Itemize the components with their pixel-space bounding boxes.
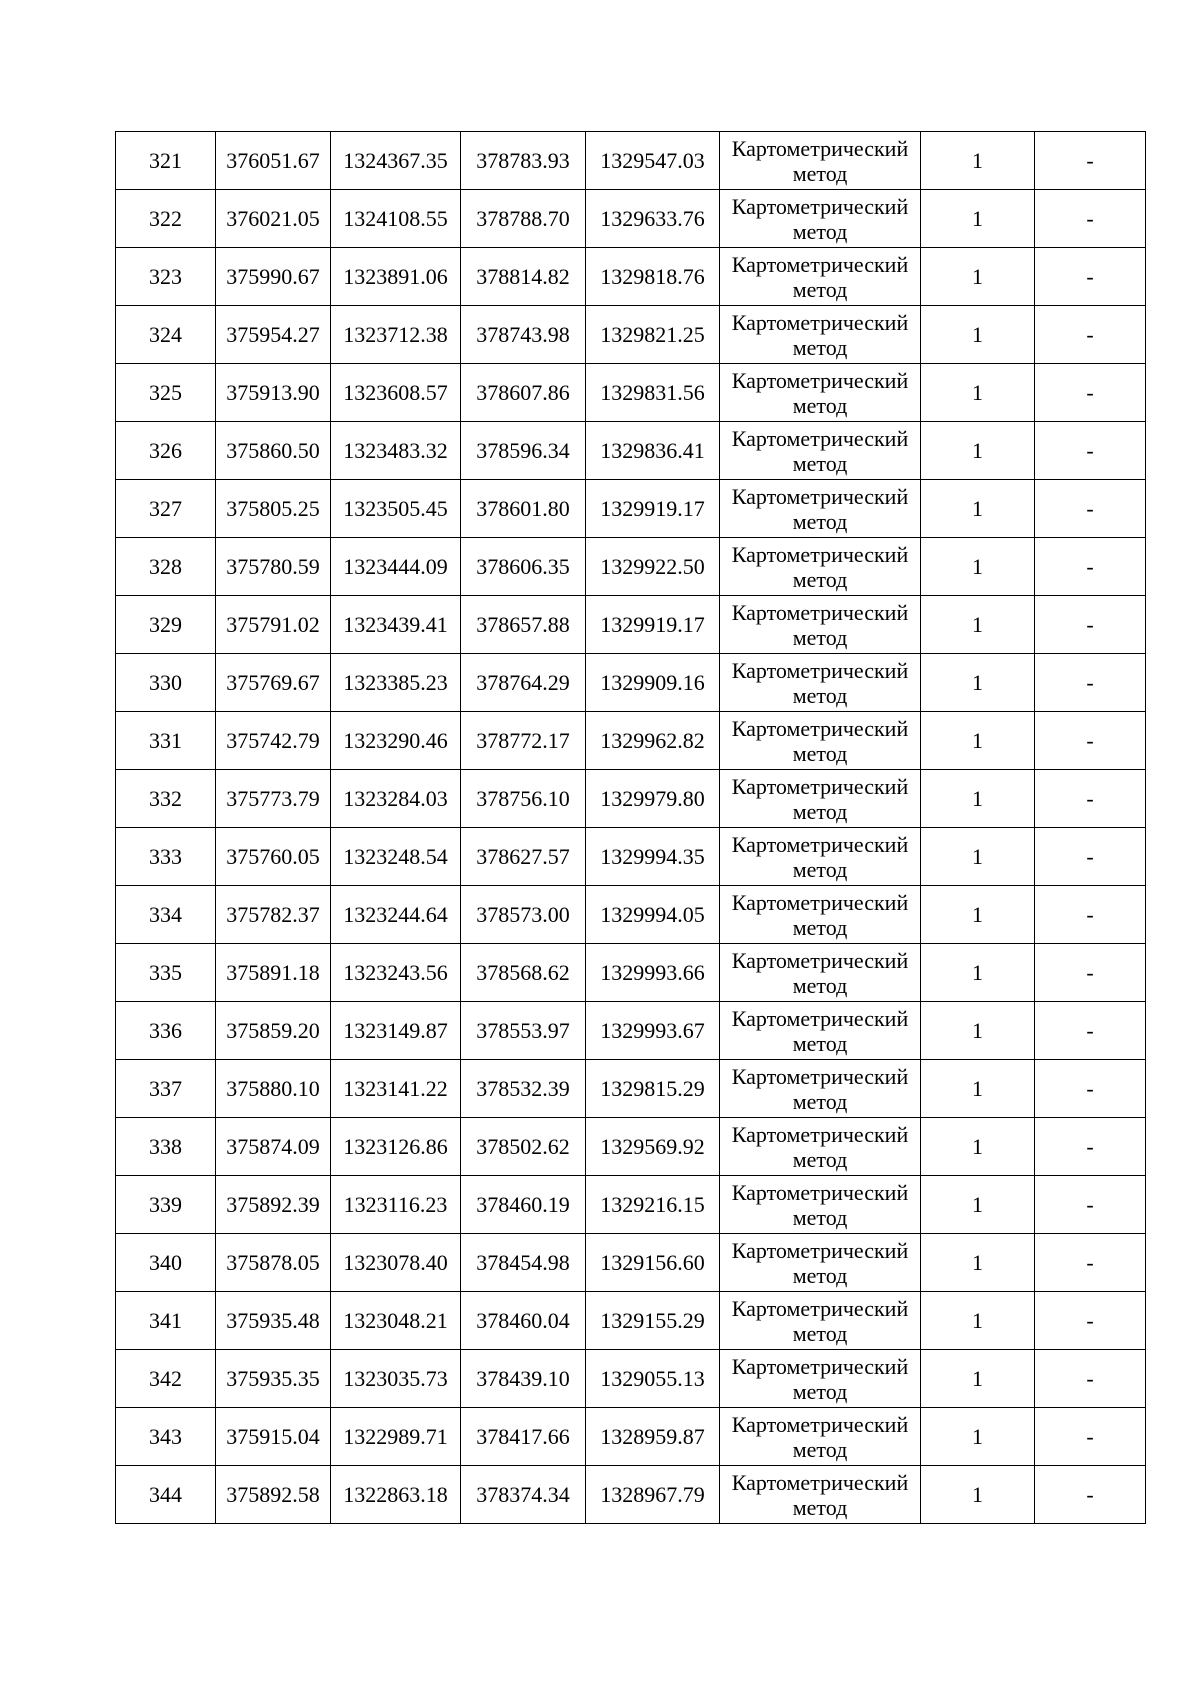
y-coordinate-cell: 1323483.32 <box>331 422 461 480</box>
point-number-cell: 343 <box>116 1408 216 1466</box>
accuracy-cell: 1 <box>921 770 1035 828</box>
method-text-line: метод <box>792 1320 848 1346</box>
x-coordinate-cell: 378756.10 <box>461 770 586 828</box>
point-number-cell: 338 <box>116 1118 216 1176</box>
x-coordinate-cell: 378532.39 <box>461 1060 586 1118</box>
x-coordinate-cell: 375935.48 <box>216 1292 331 1350</box>
x-coordinate-cell: 375990.67 <box>216 248 331 306</box>
x-coordinate-cell: 378417.66 <box>461 1408 586 1466</box>
y-coordinate-cell: 1323048.21 <box>331 1292 461 1350</box>
x-coordinate-cell: 375880.10 <box>216 1060 331 1118</box>
method-text-line: метод <box>792 1262 848 1288</box>
y-coordinate-cell: 1329569.92 <box>586 1118 720 1176</box>
point-number-cell: 329 <box>116 596 216 654</box>
accuracy-cell: 1 <box>921 1234 1035 1292</box>
x-coordinate-cell: 375935.35 <box>216 1350 331 1408</box>
note-cell: - <box>1035 480 1146 538</box>
x-coordinate-cell: 375859.20 <box>216 1002 331 1060</box>
point-number-cell: 341 <box>116 1292 216 1350</box>
method-text-line: метод <box>792 334 848 360</box>
method-text-line: Картометрический <box>731 367 909 393</box>
method-cell <box>720 480 921 538</box>
y-coordinate-cell: 1329979.80 <box>586 770 720 828</box>
y-coordinate-cell: 1329155.29 <box>586 1292 720 1350</box>
y-coordinate-cell: 1323243.56 <box>331 944 461 1002</box>
note-cell: - <box>1035 422 1146 480</box>
note-cell: - <box>1035 132 1146 190</box>
method-text-line: Картометрический <box>731 425 909 451</box>
method-cell <box>720 828 921 886</box>
x-coordinate-cell: 375892.39 <box>216 1176 331 1234</box>
x-coordinate-cell: 375773.79 <box>216 770 331 828</box>
y-coordinate-cell: 1329994.05 <box>586 886 720 944</box>
y-coordinate-cell: 1323284.03 <box>331 770 461 828</box>
table-row <box>116 944 1146 1002</box>
table-body <box>116 132 1146 1524</box>
y-coordinate-cell: 1323290.46 <box>331 712 461 770</box>
point-number-cell: 321 <box>116 132 216 190</box>
x-coordinate-cell: 375742.79 <box>216 712 331 770</box>
y-coordinate-cell: 1329818.76 <box>586 248 720 306</box>
point-number-cell: 336 <box>116 1002 216 1060</box>
y-coordinate-cell: 1323608.57 <box>331 364 461 422</box>
y-coordinate-cell: 1329815.29 <box>586 1060 720 1118</box>
method-text-line: Картометрический <box>731 599 909 625</box>
y-coordinate-cell: 1329919.17 <box>586 480 720 538</box>
x-coordinate-cell: 378788.70 <box>461 190 586 248</box>
method-text-line: Картометрический <box>731 889 909 915</box>
method-text-line: Картометрический <box>731 1121 909 1147</box>
note-cell: - <box>1035 1060 1146 1118</box>
method-cell <box>720 1292 921 1350</box>
method-text-line: метод <box>792 682 848 708</box>
point-number-cell: 323 <box>116 248 216 306</box>
y-coordinate-cell: 1329909.16 <box>586 654 720 712</box>
method-text-line: метод <box>792 798 848 824</box>
table-row <box>116 1176 1146 1234</box>
table-row <box>116 190 1146 248</box>
x-coordinate-cell: 378601.80 <box>461 480 586 538</box>
x-coordinate-cell: 375915.04 <box>216 1408 331 1466</box>
y-coordinate-cell: 1323078.40 <box>331 1234 461 1292</box>
method-cell <box>720 886 921 944</box>
method-text-line: метод <box>792 1494 848 1520</box>
accuracy-cell: 1 <box>921 1466 1035 1524</box>
method-cell <box>720 1060 921 1118</box>
x-coordinate-cell: 378783.93 <box>461 132 586 190</box>
x-coordinate-cell: 376051.67 <box>216 132 331 190</box>
table-row <box>116 1466 1146 1524</box>
method-text-line: Картометрический <box>731 193 909 219</box>
y-coordinate-cell: 1329821.25 <box>586 306 720 364</box>
point-number-cell: 324 <box>116 306 216 364</box>
y-coordinate-cell: 1324108.55 <box>331 190 461 248</box>
note-cell: - <box>1035 364 1146 422</box>
method-cell <box>720 422 921 480</box>
method-text-line: метод <box>792 1204 848 1230</box>
y-coordinate-cell: 1329993.67 <box>586 1002 720 1060</box>
accuracy-cell: 1 <box>921 1118 1035 1176</box>
note-cell: - <box>1035 712 1146 770</box>
y-coordinate-cell: 1329156.60 <box>586 1234 720 1292</box>
accuracy-cell: 1 <box>921 190 1035 248</box>
accuracy-cell: 1 <box>921 712 1035 770</box>
x-coordinate-cell: 378553.97 <box>461 1002 586 1060</box>
accuracy-cell: 1 <box>921 596 1035 654</box>
note-cell: - <box>1035 248 1146 306</box>
y-coordinate-cell: 1329993.66 <box>586 944 720 1002</box>
method-text-line: метод <box>792 1088 848 1114</box>
method-text-line: Картометрический <box>731 483 909 509</box>
y-coordinate-cell: 1322989.71 <box>331 1408 461 1466</box>
accuracy-cell: 1 <box>921 654 1035 712</box>
x-coordinate-cell: 375782.37 <box>216 886 331 944</box>
point-number-cell: 333 <box>116 828 216 886</box>
point-number-cell: 327 <box>116 480 216 538</box>
method-cell <box>720 1350 921 1408</box>
table-row <box>116 712 1146 770</box>
note-cell: - <box>1035 1118 1146 1176</box>
x-coordinate-cell: 378743.98 <box>461 306 586 364</box>
x-coordinate-cell: 378568.62 <box>461 944 586 1002</box>
method-text-line: метод <box>792 450 848 476</box>
y-coordinate-cell: 1329836.41 <box>586 422 720 480</box>
table-row <box>116 1002 1146 1060</box>
y-coordinate-cell: 1323116.23 <box>331 1176 461 1234</box>
note-cell: - <box>1035 1350 1146 1408</box>
table-row <box>116 132 1146 190</box>
x-coordinate-cell: 375892.58 <box>216 1466 331 1524</box>
x-coordinate-cell: 378814.82 <box>461 248 586 306</box>
note-cell: - <box>1035 654 1146 712</box>
y-coordinate-cell: 1322863.18 <box>331 1466 461 1524</box>
method-text-line: Картометрический <box>731 947 909 973</box>
point-number-cell: 342 <box>116 1350 216 1408</box>
point-number-cell: 334 <box>116 886 216 944</box>
accuracy-cell: 1 <box>921 306 1035 364</box>
method-cell <box>720 1234 921 1292</box>
method-text-line: метод <box>792 1378 848 1404</box>
method-text-line: метод <box>792 1030 848 1056</box>
method-text-line: метод <box>792 914 848 940</box>
y-coordinate-cell: 1329994.35 <box>586 828 720 886</box>
y-coordinate-cell: 1323385.23 <box>331 654 461 712</box>
x-coordinate-cell: 378627.57 <box>461 828 586 886</box>
method-text-line: метод <box>792 218 848 244</box>
method-cell <box>720 1466 921 1524</box>
y-coordinate-cell: 1323712.38 <box>331 306 461 364</box>
point-number-cell: 328 <box>116 538 216 596</box>
table-row <box>116 654 1146 712</box>
table-row <box>116 480 1146 538</box>
method-text-line: Картометрический <box>731 1237 909 1263</box>
x-coordinate-cell: 375780.59 <box>216 538 331 596</box>
x-coordinate-cell: 378657.88 <box>461 596 586 654</box>
method-cell <box>720 944 921 1002</box>
note-cell: - <box>1035 1234 1146 1292</box>
note-cell: - <box>1035 1466 1146 1524</box>
method-text-line: метод <box>792 972 848 998</box>
x-coordinate-cell: 378460.04 <box>461 1292 586 1350</box>
method-text-line: Картометрический <box>731 1469 909 1495</box>
accuracy-cell: 1 <box>921 248 1035 306</box>
point-number-cell: 332 <box>116 770 216 828</box>
method-text-line: метод <box>792 160 848 186</box>
method-text-line: Картометрический <box>731 1063 909 1089</box>
table-row <box>116 1060 1146 1118</box>
y-coordinate-cell: 1323444.09 <box>331 538 461 596</box>
method-text-line: Картометрический <box>731 1005 909 1031</box>
x-coordinate-cell: 378596.34 <box>461 422 586 480</box>
x-coordinate-cell: 378374.34 <box>461 1466 586 1524</box>
note-cell: - <box>1035 306 1146 364</box>
y-coordinate-cell: 1329919.17 <box>586 596 720 654</box>
y-coordinate-cell: 1323505.45 <box>331 480 461 538</box>
point-number-cell: 326 <box>116 422 216 480</box>
accuracy-cell: 1 <box>921 1060 1035 1118</box>
y-coordinate-cell: 1324367.35 <box>331 132 461 190</box>
x-coordinate-cell: 378439.10 <box>461 1350 586 1408</box>
method-cell <box>720 1002 921 1060</box>
table-row <box>116 770 1146 828</box>
accuracy-cell: 1 <box>921 538 1035 596</box>
y-coordinate-cell: 1329547.03 <box>586 132 720 190</box>
y-coordinate-cell: 1329633.76 <box>586 190 720 248</box>
method-cell <box>720 306 921 364</box>
x-coordinate-cell: 378573.00 <box>461 886 586 944</box>
x-coordinate-cell: 376021.05 <box>216 190 331 248</box>
x-coordinate-cell: 375878.05 <box>216 1234 331 1292</box>
point-number-cell: 325 <box>116 364 216 422</box>
accuracy-cell: 1 <box>921 886 1035 944</box>
accuracy-cell: 1 <box>921 828 1035 886</box>
point-number-cell: 335 <box>116 944 216 1002</box>
method-cell <box>720 712 921 770</box>
note-cell: - <box>1035 538 1146 596</box>
method-text-line: метод <box>792 1436 848 1462</box>
table-row <box>116 1408 1146 1466</box>
x-coordinate-cell: 378607.86 <box>461 364 586 422</box>
note-cell: - <box>1035 1292 1146 1350</box>
method-text-line: метод <box>792 566 848 592</box>
y-coordinate-cell: 1329922.50 <box>586 538 720 596</box>
table-row <box>116 422 1146 480</box>
y-coordinate-cell: 1323244.64 <box>331 886 461 944</box>
x-coordinate-cell: 378454.98 <box>461 1234 586 1292</box>
method-cell <box>720 770 921 828</box>
method-text-line: метод <box>792 1146 848 1172</box>
x-coordinate-cell: 375860.50 <box>216 422 331 480</box>
x-coordinate-cell: 378764.29 <box>461 654 586 712</box>
point-number-cell: 344 <box>116 1466 216 1524</box>
method-text-line: Картометрический <box>731 831 909 857</box>
note-cell: - <box>1035 886 1146 944</box>
table-row <box>116 828 1146 886</box>
method-text-line: Картометрический <box>731 657 909 683</box>
y-coordinate-cell: 1323035.73 <box>331 1350 461 1408</box>
method-text-line: Картометрический <box>731 773 909 799</box>
table-row <box>116 886 1146 944</box>
point-number-cell: 322 <box>116 190 216 248</box>
x-coordinate-cell: 375791.02 <box>216 596 331 654</box>
x-coordinate-cell: 375874.09 <box>216 1118 331 1176</box>
table-row <box>116 538 1146 596</box>
method-cell <box>720 654 921 712</box>
method-text-line: метод <box>792 624 848 650</box>
accuracy-cell: 1 <box>921 1292 1035 1350</box>
method-cell <box>720 1118 921 1176</box>
note-cell: - <box>1035 828 1146 886</box>
y-coordinate-cell: 1329831.56 <box>586 364 720 422</box>
method-cell <box>720 248 921 306</box>
x-coordinate-cell: 378460.19 <box>461 1176 586 1234</box>
method-text-line: Картометрический <box>731 715 909 741</box>
method-cell <box>720 1408 921 1466</box>
y-coordinate-cell: 1328959.87 <box>586 1408 720 1466</box>
y-coordinate-cell: 1323141.22 <box>331 1060 461 1118</box>
x-coordinate-cell: 375954.27 <box>216 306 331 364</box>
accuracy-cell: 1 <box>921 1350 1035 1408</box>
y-coordinate-cell: 1323126.86 <box>331 1118 461 1176</box>
table-row <box>116 306 1146 364</box>
method-text-line: метод <box>792 392 848 418</box>
method-text-line: метод <box>792 856 848 882</box>
point-number-cell: 337 <box>116 1060 216 1118</box>
x-coordinate-cell: 378772.17 <box>461 712 586 770</box>
table-row <box>116 1292 1146 1350</box>
method-text-line: Картометрический <box>731 1295 909 1321</box>
point-number-cell: 331 <box>116 712 216 770</box>
note-cell: - <box>1035 770 1146 828</box>
method-text-line: Картометрический <box>731 135 909 161</box>
note-cell: - <box>1035 1408 1146 1466</box>
coordinates-table <box>115 131 1146 1524</box>
method-cell <box>720 1176 921 1234</box>
method-text-line: метод <box>792 740 848 766</box>
table-row <box>116 1234 1146 1292</box>
y-coordinate-cell: 1323891.06 <box>331 248 461 306</box>
method-text-line: Картометрический <box>731 309 909 335</box>
method-text-line: Картометрический <box>731 1411 909 1437</box>
note-cell: - <box>1035 190 1146 248</box>
point-number-cell: 330 <box>116 654 216 712</box>
method-cell <box>720 364 921 422</box>
note-cell: - <box>1035 944 1146 1002</box>
table-row <box>116 596 1146 654</box>
table-row <box>116 1350 1146 1408</box>
accuracy-cell: 1 <box>921 1408 1035 1466</box>
method-cell <box>720 190 921 248</box>
x-coordinate-cell: 375891.18 <box>216 944 331 1002</box>
x-coordinate-cell: 378502.62 <box>461 1118 586 1176</box>
y-coordinate-cell: 1328967.79 <box>586 1466 720 1524</box>
note-cell: - <box>1035 596 1146 654</box>
accuracy-cell: 1 <box>921 480 1035 538</box>
table-row <box>116 1118 1146 1176</box>
x-coordinate-cell: 375769.67 <box>216 654 331 712</box>
method-text-line: Картометрический <box>731 1179 909 1205</box>
x-coordinate-cell: 375913.90 <box>216 364 331 422</box>
table-row <box>116 364 1146 422</box>
y-coordinate-cell: 1329962.82 <box>586 712 720 770</box>
y-coordinate-cell: 1329055.13 <box>586 1350 720 1408</box>
accuracy-cell: 1 <box>921 132 1035 190</box>
accuracy-cell: 1 <box>921 1002 1035 1060</box>
method-cell <box>720 596 921 654</box>
method-text-line: метод <box>792 276 848 302</box>
accuracy-cell: 1 <box>921 422 1035 480</box>
x-coordinate-cell: 378606.35 <box>461 538 586 596</box>
method-text-line: метод <box>792 508 848 534</box>
accuracy-cell: 1 <box>921 1176 1035 1234</box>
x-coordinate-cell: 375760.05 <box>216 828 331 886</box>
method-text-line: Картометрический <box>731 1353 909 1379</box>
y-coordinate-cell: 1323248.54 <box>331 828 461 886</box>
y-coordinate-cell: 1329216.15 <box>586 1176 720 1234</box>
y-coordinate-cell: 1323439.41 <box>331 596 461 654</box>
y-coordinate-cell: 1323149.87 <box>331 1002 461 1060</box>
point-number-cell: 339 <box>116 1176 216 1234</box>
accuracy-cell: 1 <box>921 364 1035 422</box>
table-row <box>116 248 1146 306</box>
accuracy-cell: 1 <box>921 944 1035 1002</box>
note-cell: - <box>1035 1176 1146 1234</box>
note-cell: - <box>1035 1002 1146 1060</box>
method-cell <box>720 132 921 190</box>
method-cell <box>720 538 921 596</box>
point-number-cell: 340 <box>116 1234 216 1292</box>
x-coordinate-cell: 375805.25 <box>216 480 331 538</box>
method-text-line: Картометрический <box>731 541 909 567</box>
method-text-line: Картометрический <box>731 251 909 277</box>
